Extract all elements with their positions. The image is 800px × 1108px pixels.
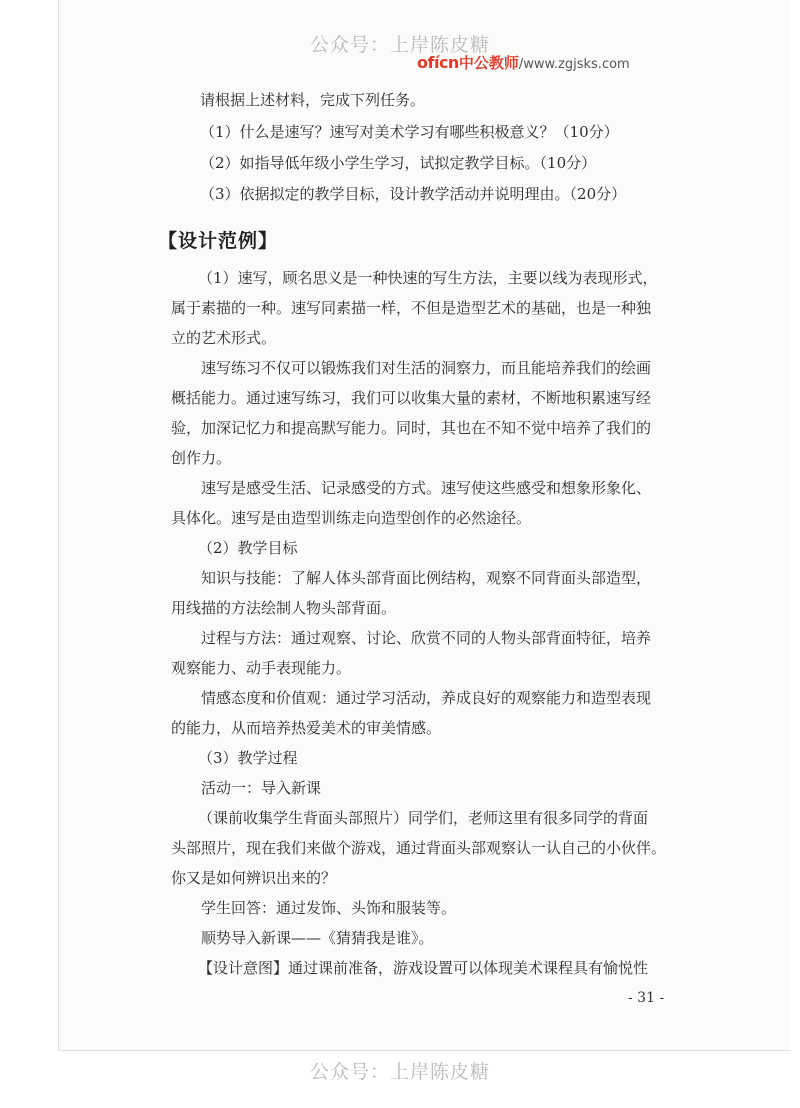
answer-line: 用线描的方法绘制人物头部背面。	[171, 599, 397, 617]
offcn-logo	[417, 52, 630, 73]
answer-line: 验，加深记忆力和提高默写能力。同时，其也在不知不觉中培养了我们的	[171, 419, 652, 437]
answer-line: 头部照片，现在我们来做个游戏，通过背面头部观察认一认自己的小伙伴。	[171, 839, 667, 857]
offcn-brand: 中公教师	[458, 54, 519, 72]
offcn-url: /www.zgjsks.com	[518, 57, 630, 72]
answer-line: 【设计意图】通过课前准备，游戏设置可以体现美术课程具有愉悦性	[198, 959, 649, 977]
answer-line: 速写练习不仅可以锻炼我们对生活的洞察力，而且能培养我们的绘画	[201, 359, 652, 377]
answer-line: 顺势导入新课——《猜猜我是谁》。	[201, 929, 434, 947]
answer-line: 的能力，从而培养热爱美术的审美情感。	[171, 719, 442, 737]
question-3: （3）依据拟定的教学目标，设计教学活动并说明理由。（20分）	[200, 185, 627, 203]
answer-line: 属于素描的一种。速写同素描一样，不但是造型艺术的基础，也是一种独	[171, 299, 652, 317]
answer-line: 观察能力、动手表现能力。	[171, 659, 352, 677]
questions-intro: 请根据上述材料，完成下列任务。	[200, 91, 426, 109]
answer-line: 速写是感受生活、记录感受的方式。速写使这些感受和想象形象化、	[201, 479, 652, 497]
answer-line: 知识与技能：了解人体头部背面比例结构，观察不同背面头部造型，	[201, 569, 652, 587]
activity-title: 活动一：导入新课	[201, 779, 322, 797]
teaching-process-title: （3）教学过程	[198, 749, 298, 767]
answer-line: （课前收集学生背面头部照片）同学们，老师这里有很多同学的背面	[198, 809, 649, 827]
question-2: （2）如指导低年级小学生学习，试拟定教学目标。（10分）	[200, 154, 597, 172]
section-title: 【设计范例】	[158, 230, 279, 252]
answer-line: （1）速写，顾名思义是一种快速的写生方法，主要以线为表现形式，	[198, 269, 658, 287]
answer-line: 情感态度和价值观：通过学习活动，养成良好的观察能力和造型表现	[201, 689, 652, 707]
answer-line: 过程与方法：通过观察、讨论、欣赏不同的人物头部背面特征，培养	[201, 629, 652, 647]
answer-line: 立的艺术形式。	[171, 329, 277, 347]
teaching-goals-title: （2）教学目标	[198, 539, 298, 557]
answer-line: 学生回答：通过发饰、头饰和服装等。	[201, 899, 457, 917]
question-1: （1）什么是速写？速写对美术学习有哪些积极意义？（10分）	[200, 123, 619, 141]
answer-line: 创作力。	[171, 449, 232, 467]
page-number: - 31 -	[628, 990, 665, 1006]
answer-line: 具体化。速写是由造型训练走向造型创作的必然途径。	[171, 509, 532, 527]
watermark-top: 公众号：上岸陈皮糖	[309, 34, 490, 56]
answer-line: 概括能力。通过速写练习，我们可以收集大量的素材，不断地积累速写经	[171, 389, 652, 407]
offcn-logo-mark: ofícn	[417, 53, 459, 72]
answer-line: 你又是如何辨识出来的？	[171, 869, 337, 887]
watermark-bottom: 公众号：上岸陈皮糖	[309, 1061, 490, 1083]
